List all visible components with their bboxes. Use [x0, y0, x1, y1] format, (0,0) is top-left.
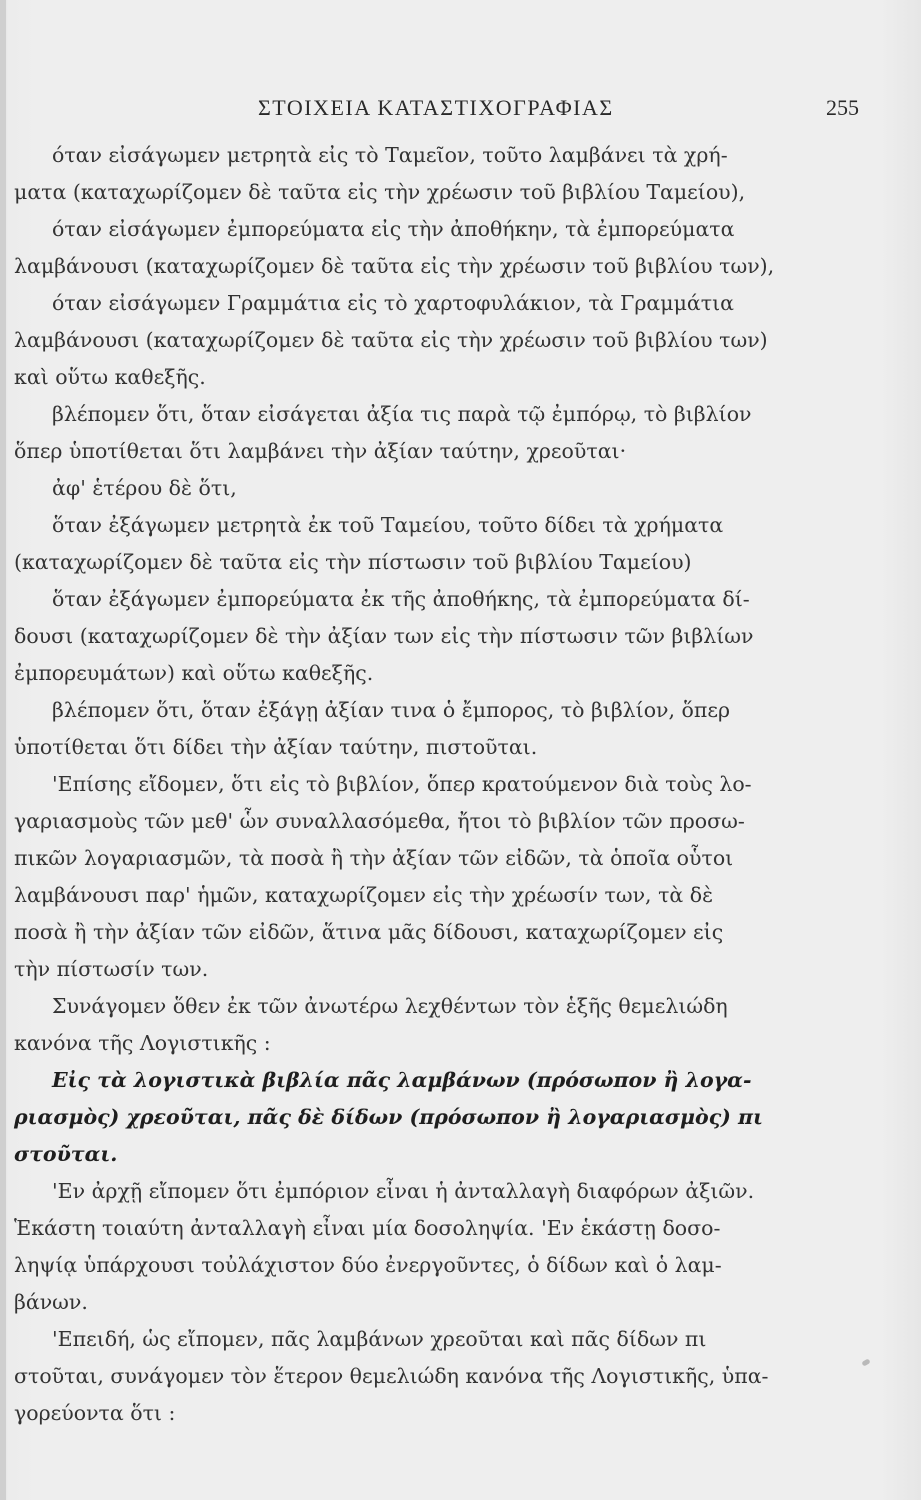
- text-line: ἐμπορευμάτων) καὶ οὕτω καθεξῆς.: [14, 661, 374, 685]
- text-line: 'Εν ἀρχῇ εἴπομεν ὅτι ἐμπόριον εἶναι ἡ ἀνταλλαγὴ διαφόρων ἀξιῶν.: [52, 1179, 755, 1203]
- text-line: ἀφ' ἑτέρου δὲ ὅτι,: [52, 476, 237, 500]
- text-line: ματα (καταχωρίζομεν δὲ ταῦτα εἰς τὴν χρέωσιν τοῦ βιβλίου Ταμείου),: [14, 180, 746, 204]
- text-line: Ἑκάστη τοιαύτη ἀνταλλαγὴ εἶναι μία δοσοληψία. 'Εν ἑκάστῃ δοσο-: [14, 1216, 721, 1240]
- text-line: κανόνα τῆς Λογιστικῆς :: [14, 1031, 271, 1055]
- running-title: ΣΤΟΙΧΕΙΑ ΚΑΤΑΣΤΙΧΟΓΡΑΦΙΑΣ: [258, 95, 614, 120]
- text-line: 'Επειδή, ὡς εἴπομεν, πᾶς λαμβάνων χρεοῦται καὶ πᾶς δίδων πι: [52, 1327, 707, 1351]
- text-line: όταν εἰσάγωμεν μετρητὰ εἰς τὸ Ταμεῖον, τοῦτο λαμβάνει τὰ χρή-: [52, 143, 728, 167]
- text-line: λαμβάνουσι παρ' ἡμῶν, καταχωρίζομεν εἰς τὴν χρέωσίν των, τὰ δὲ: [14, 883, 714, 907]
- page-number: 255: [826, 95, 859, 120]
- text-line: όταν εἰσάγωμεν ἐμπορεύματα εἰς τὴν ἀποθήκην, τὰ ἐμπορεύματα: [52, 217, 735, 241]
- page-binding-edge: [0, 0, 6, 1500]
- text-line: στοῦται, συνάγομεν τὸν ἕτερον θεμελιώδη κανόνα τῆς Λογιστικῆς, ὑπα-: [14, 1364, 769, 1388]
- text-line: γορεύοντα ὅτι :: [14, 1401, 176, 1425]
- page-smudge: [861, 1358, 870, 1366]
- text-line: ληψίᾳ ὑπάρχουσι τοὐλάχιστον δύο ἐνεργοῦντες, ὁ δίδων καὶ ὁ λαμ-: [14, 1253, 722, 1277]
- text-line: (καταχωρίζομεν δὲ ταῦτα εἰς τὴν πίστωσιν τοῦ βιβλίου Ταμείου): [14, 550, 692, 574]
- text-line: λαμβάνουσι (καταχωρίζομεν δὲ ταῦτα εἰς τὴν χρέωσιν τοῦ βιβλίου των),: [14, 254, 775, 278]
- text-line: τὴν πίστωσίν των.: [14, 957, 209, 981]
- text-line: γαριασμοὺς τῶν μεθ' ὧν συναλλασόμεθα, ἤτοι τὸ βιβλίον τῶν προσω-: [14, 809, 745, 833]
- text-line: πικῶν λογαριασμῶν, τὰ ποσὰ ἢ τὴν ἀξίαν τῶν εἰδῶν, τὰ ὁποῖα οὗτοι: [14, 846, 734, 870]
- text-line: βλέπομεν ὅτι, ὅταν ἐξάγῃ ἀξίαν τινα ὁ ἔμπορος, τὸ βιβλίον, ὅπερ: [52, 698, 731, 722]
- text-line: Συνάγομεν ὅθεν ἐκ τῶν ἀνωτέρω λεχθέντων τὸν ἑξῆς θεμελιώδη: [52, 994, 728, 1018]
- text-line: βλέπομεν ὅτι, ὅταν εἰσάγεται ἀξία τις παρὰ τῷ ἐμπόρῳ, τὸ βιβλίον: [52, 402, 752, 426]
- text-line: δουσι (καταχωρίζομεν δὲ τὴν ἀξίαν των εἰς τὴν πίστωσιν τῶν βιβλίων: [14, 624, 754, 648]
- rule-line: στοῦται.: [14, 1142, 118, 1166]
- text-line: λαμβάνουσι (καταχωρίζομεν δὲ ταῦτα εἰς τὴν χρέωσιν τοῦ βιβλίου των): [14, 328, 768, 352]
- text-line: βάνων.: [14, 1290, 88, 1314]
- text-line: ὅταν ἐξάγωμεν ἐμπορεύματα ἐκ τῆς ἀποθήκης, τὰ ἐμπορεύματα δί-: [52, 587, 750, 611]
- text-line: όταν εἰσάγωμεν Γραμμάτια εἰς τὸ χαρτοφυλάκιον, τὰ Γραμμάτια: [52, 291, 734, 315]
- text-line: ποσὰ ἢ τὴν ἀξίαν τῶν εἰδῶν, ἅτινα μᾶς δίδουσι, καταχωρίζομεν εἰς: [14, 920, 724, 944]
- text-line: ὑποτίθεται ὅτι δίδει τὴν ἀξίαν ταύτην, πιστοῦται.: [14, 735, 538, 759]
- text-line: ὅταν ἐξάγωμεν μετρητὰ ἐκ τοῦ Ταμείου, τοῦτο δίδει τὰ χρήματα: [52, 513, 724, 537]
- text-line: 'Επίσης εἴδομεν, ὅτι εἰς τὸ βιβλίον, ὅπερ κρατούμενον διὰ τοὺς λο-: [52, 772, 752, 796]
- rule-line: ριασμὸς) χρεοῦται, πᾶς δὲ δίδων (πρόσωπον ἢ λογαριασμὸς) πι: [14, 1105, 763, 1129]
- text-line: ὅπερ ὑποτίθεται ὅτι λαμβάνει τὴν ἀξίαν ταύτην, χρεοῦται·: [14, 439, 627, 463]
- page-header: [0, 95, 921, 125]
- rule-line: Εἰς τὰ λογιστικὰ βιβλία πᾶς λαμβάνων (πρόσωπον ἢ λογα-: [52, 1068, 752, 1092]
- text-line: καὶ οὕτω καθεξῆς.: [14, 365, 206, 389]
